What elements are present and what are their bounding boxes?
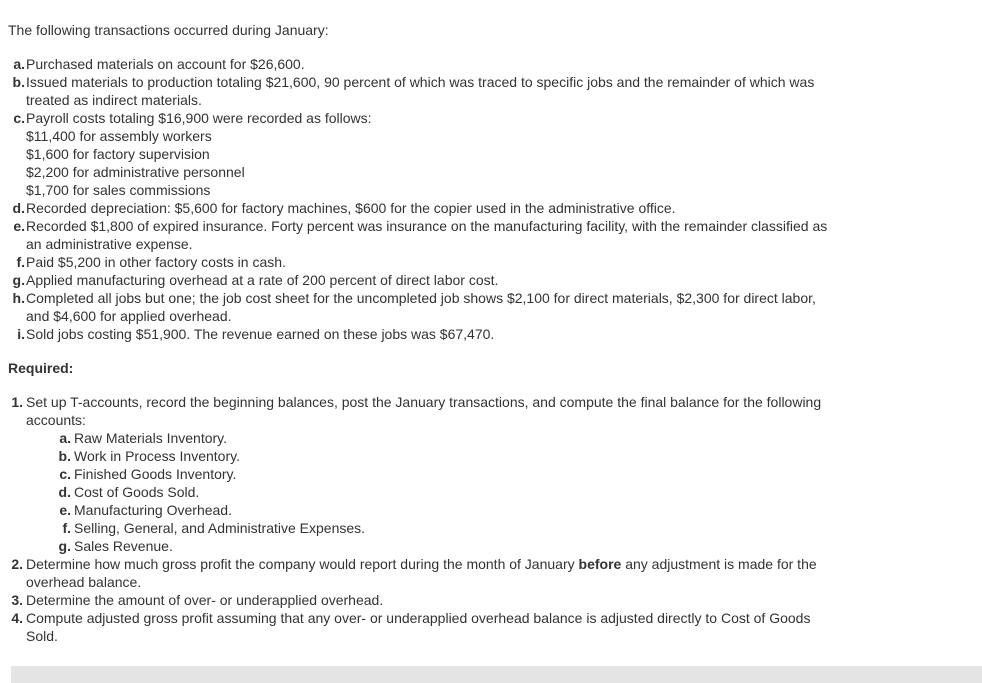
account-letter: e. (59, 502, 71, 518)
account-item (56, 483, 938, 501)
transaction-i (8, 325, 938, 343)
account-label: Manufacturing Overhead. (74, 502, 232, 518)
transaction-letter: c. (13, 110, 25, 126)
transaction-letter: h. (12, 290, 25, 306)
transaction-f (8, 253, 938, 271)
transaction-letter: f. (16, 254, 25, 270)
transaction-text: Recorded $1,800 of expired insurance. Forty percent was insurance on the manufacturing facility, with the remainder classified as (26, 218, 828, 234)
question-number: 4. (11, 610, 23, 626)
transaction-text: Payroll costs totaling $16,900 were recorded as follows: (26, 110, 372, 126)
transaction-text: treated as indirect materials. (26, 92, 202, 108)
question-number: 1. (11, 394, 23, 410)
question-text: Set up T-accounts, record the beginning balances, post the January transactions, and compute the final balance for the following (26, 394, 822, 410)
question-text: overhead balance. (26, 574, 142, 590)
payroll-item: $1,600 for factory supervision (26, 146, 210, 162)
account-letter: b. (58, 448, 71, 464)
question-4 (8, 609, 938, 645)
cropped-text-fragment (190, 0, 270, 2)
answer-panel-edge (11, 666, 982, 683)
account-label: Cost of Goods Sold. (74, 484, 200, 500)
question-text-post: any adjustment is made for the (621, 556, 817, 572)
transaction-e (8, 217, 938, 253)
question-text (26, 555, 938, 573)
transaction-list (8, 55, 938, 343)
account-item (56, 429, 938, 447)
question-list (8, 393, 938, 645)
transaction-text: an administrative expense. (26, 236, 193, 252)
question-text-pre: Determine how much gross profit the company would report during the month of January (26, 556, 579, 572)
account-letter: d. (58, 484, 71, 500)
transaction-letter: b. (12, 74, 25, 90)
transaction-b (8, 73, 938, 109)
account-item (56, 501, 938, 519)
payroll-item: $11,400 for assembly workers (26, 128, 212, 144)
payroll-item: $2,200 for administrative personnel (26, 164, 245, 180)
account-letter: f. (62, 520, 71, 536)
transaction-c (8, 109, 938, 199)
transaction-g (8, 271, 938, 289)
transaction-letter: i. (17, 326, 25, 342)
required-heading: Required: (8, 360, 74, 376)
transaction-h (8, 289, 938, 325)
transaction-text: Purchased materials on account for $26,600. (26, 56, 305, 72)
transaction-text: Applied manufacturing overhead at a rate of 200 percent of direct labor cost. (26, 272, 499, 288)
transaction-text: Paid $5,200 in other factory costs in cash. (26, 254, 286, 270)
transaction-a (8, 55, 938, 73)
transaction-letter: e. (13, 218, 25, 234)
account-item (56, 537, 938, 555)
account-item (56, 447, 938, 465)
account-label: Selling, General, and Administrative Expenses. (74, 520, 366, 536)
question-text: Determine the amount of over- or underapplied overhead. (26, 592, 384, 608)
problem-content (8, 21, 938, 645)
account-label: Finished Goods Inventory. (74, 466, 237, 482)
question-number: 2. (11, 556, 23, 572)
question-1 (8, 393, 938, 555)
account-letter: a. (59, 430, 71, 446)
account-item (56, 465, 938, 483)
account-label: Work in Process Inventory. (74, 448, 240, 464)
account-label: Raw Materials Inventory. (74, 430, 228, 446)
transaction-d (8, 199, 938, 217)
question-3 (8, 591, 938, 609)
transaction-letter: g. (12, 272, 25, 288)
question-number: 3. (11, 592, 23, 608)
account-letter: c. (59, 466, 71, 482)
transaction-text: Sold jobs costing $51,900. The revenue earned on these jobs was $67,470. (26, 326, 495, 342)
transaction-text: Completed all jobs but one; the job cost sheet for the uncompleted job shows $2,100 for direct materials, $2,300 for direct labor, (26, 290, 816, 306)
account-list (26, 429, 938, 555)
question-text: accounts: (26, 412, 86, 428)
question-text: Compute adjusted gross profit assuming that any over- or underapplied overhead balance is adjusted directly to Cost of Goods (26, 610, 811, 626)
account-label: Sales Revenue. (74, 538, 173, 554)
emphasis-before: before (578, 556, 622, 572)
question-text: Sold. (26, 628, 58, 644)
question-2 (8, 555, 938, 591)
transaction-letter: d. (12, 200, 25, 216)
account-item (56, 519, 938, 537)
transaction-text: and $4,600 for applied overhead. (26, 308, 232, 324)
payroll-item: $1,700 for sales commissions (26, 182, 211, 198)
transaction-text: Recorded depreciation: $5,600 for factory machines, $600 for the copier used in the administrative office. (26, 200, 676, 216)
transaction-text: Issued materials to production totaling $21,600, 90 percent of which was traced to specific jobs and the remainder of which was (26, 74, 815, 90)
intro-text: The following transactions occurred during January: (8, 22, 329, 38)
transaction-letter: a. (13, 56, 25, 72)
account-letter: g. (58, 538, 71, 554)
